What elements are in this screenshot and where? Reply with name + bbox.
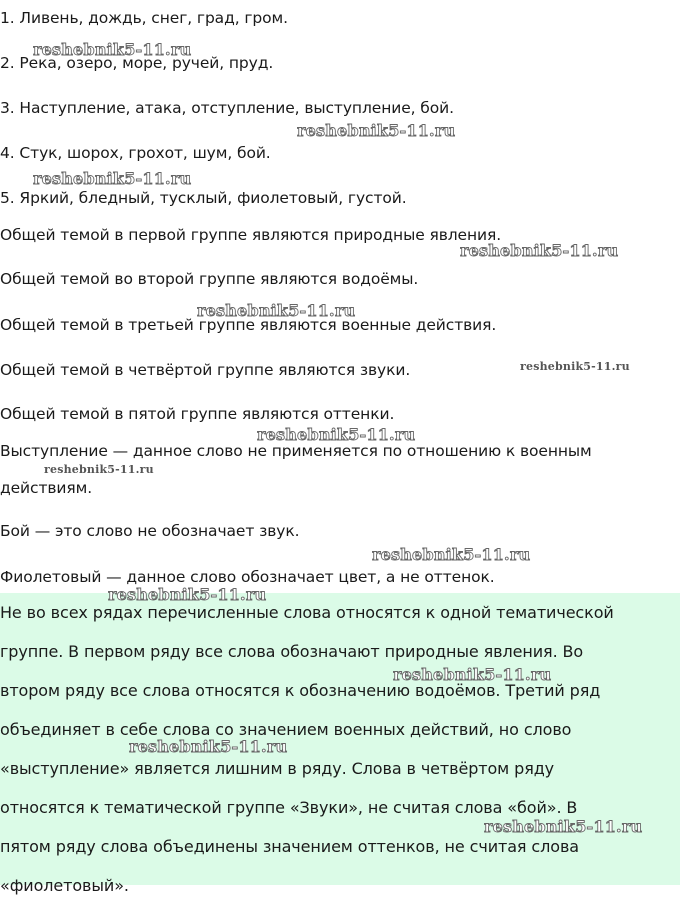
extra-fioletovy: Фиолетовый — данное слово обозначает цвет, а не оттенок. (0, 568, 495, 586)
watermark: reshebnik5-11.ru (33, 40, 192, 59)
watermark: reshebnik5-11.ru (33, 169, 192, 188)
conclusion-line-5: «выступление» является лишним в ряду. Слова в четвёртом ряду (0, 759, 555, 778)
theme-line-2: Общей темой во второй группе являются водоёмы. (0, 270, 419, 288)
extra-vystuplenie-line-1: Выступление — данное слово не применяется по отношению к военным (0, 442, 592, 460)
watermark: reshebnik5-11.ru (297, 121, 456, 140)
watermark: reshebnik5-11.ru (372, 545, 531, 564)
theme-line-5: Общей темой в пятой группе являются оттенки. (0, 405, 395, 423)
conclusion-line-6: относятся к тематической группе «Звуки», не считая слова «бой». В (0, 798, 578, 817)
watermark: reshebnik5-11.ru (108, 585, 267, 604)
conclusion-line-7: пятом ряду слова объединены значением оттенков, не считая слова (0, 837, 579, 856)
watermark: reshebnik5-11.ru (460, 241, 619, 260)
conclusion-line-4: объединяет в себе слова со значением военных действий, но слово (0, 720, 572, 739)
watermark: reshebnik5-11.ru (393, 665, 552, 684)
theme-line-4: Общей темой в четвёртой группе являются звуки. (0, 361, 411, 379)
conclusion-line-3: втором ряду все слова относятся к обозначению водоёмов. Третий ряд (0, 681, 601, 700)
word-row-4: 4. Стук, шорох, грохот, шум, бой. (0, 144, 271, 162)
extra-vystuplenie-line-2: действиям. (0, 479, 93, 497)
word-row-5: 5. Яркий, бледный, тусклый, фиолетовый, густой. (0, 189, 407, 207)
watermark: reshebnik5-11.ru (129, 737, 288, 756)
theme-line-1: Общей темой в первой группе являются природные явления. (0, 226, 502, 244)
word-row-2: 2. Река, озеро, море, ручей, пруд. (0, 54, 274, 72)
conclusion-line-1: Не во всех рядах перечисленные слова относятся к одной тематической (0, 603, 614, 622)
conclusion-line-8: «фиолетовый». (0, 876, 129, 895)
theme-line-3: Общей темой в третьей группе являются военные действия. (0, 316, 497, 334)
extra-boy: Бой — это слово не обозначает звук. (0, 522, 300, 540)
word-row-1: 1. Ливень, дождь, снег, град, гром. (0, 9, 288, 27)
conclusion-box (0, 593, 680, 895)
watermark: reshebnik5-11.ru (520, 360, 630, 373)
watermark: reshebnik5-11.ru (197, 301, 356, 320)
watermark: reshebnik5-11.ru (44, 463, 154, 476)
watermark: reshebnik5-11.ru (484, 817, 643, 836)
watermark: reshebnik5-11.ru (257, 425, 416, 444)
word-row-3: 3. Наступление, атака, отступление, выступление, бой. (0, 99, 454, 117)
conclusion-line-2: группе. В первом ряду все слова обозначают природные явления. Во (0, 642, 584, 661)
